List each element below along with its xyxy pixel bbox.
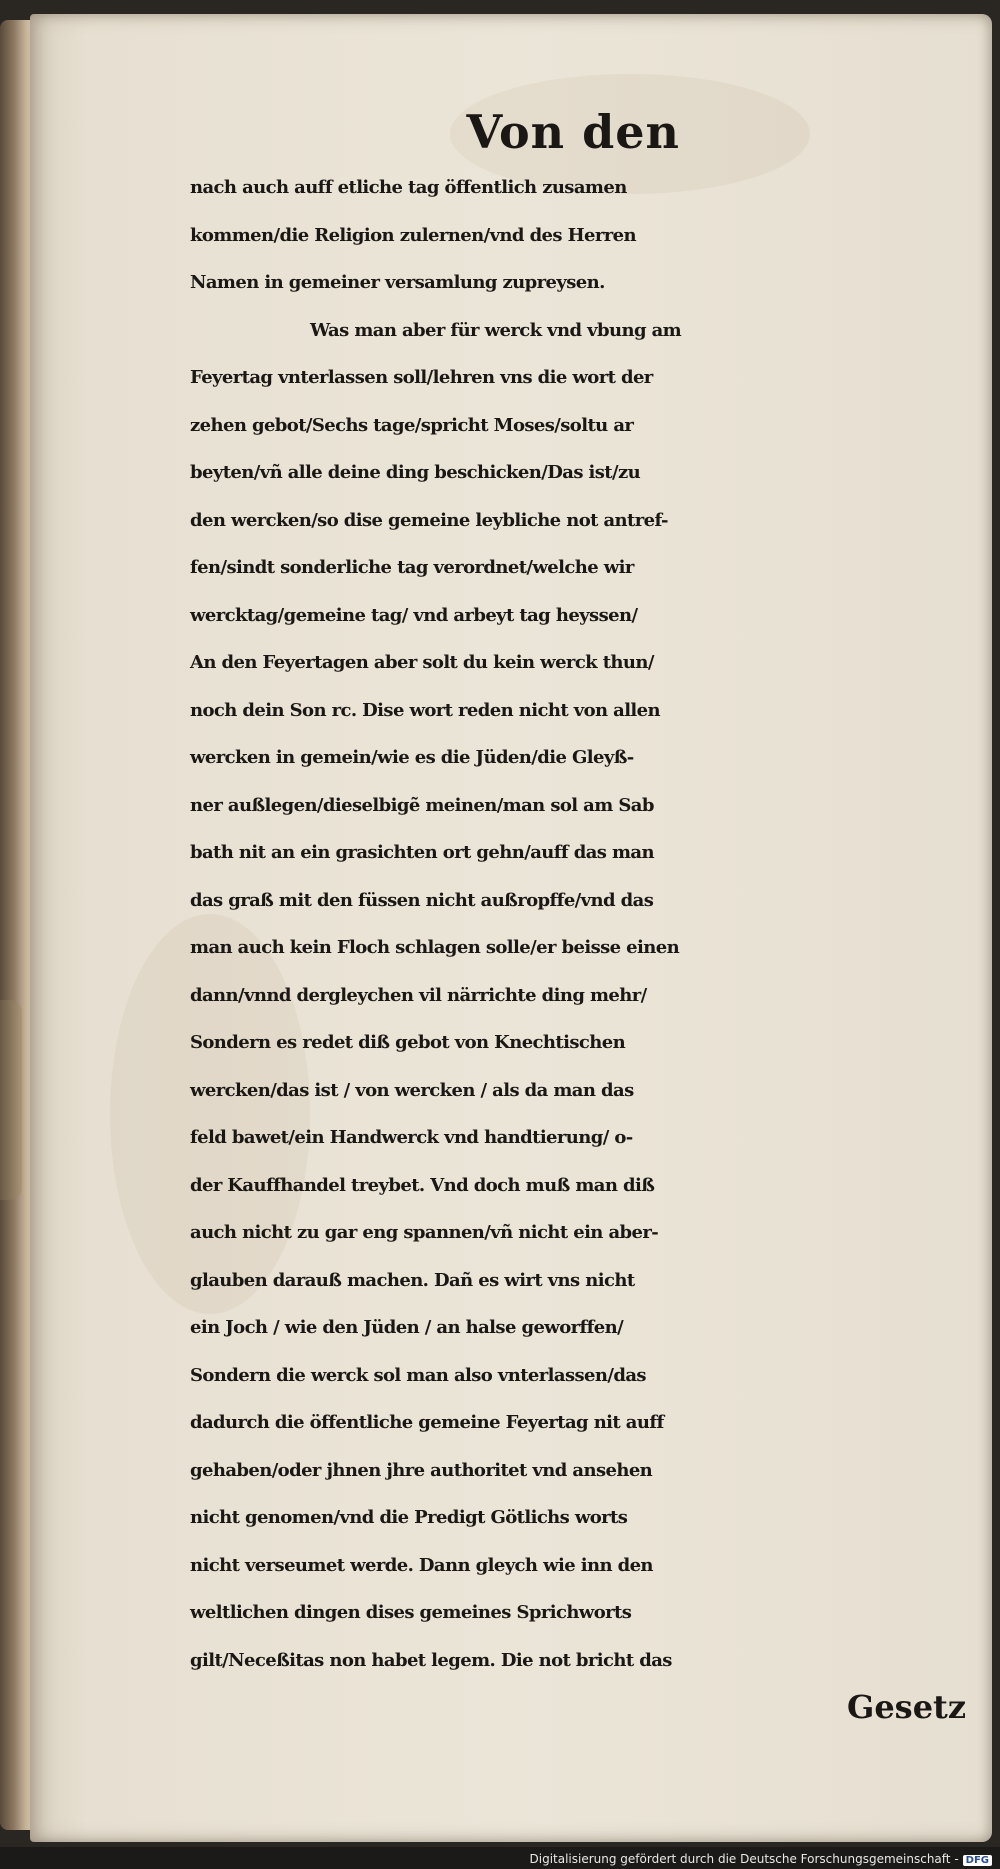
text-line: feld bawet/ein Handwerck vnd handtierung/ o- (190, 1127, 633, 1148)
text-line: gehaben/oder jhnen jhre authoritet vnd ansehen (190, 1459, 653, 1481)
text-line: der Kauffhandel treybet. Vnd doch muß man diß (190, 1174, 655, 1196)
text-line: ein Joch / wie den Jüden / an halse geworffen/ (190, 1317, 624, 1338)
text-line: bath nit an ein grasichten ort gehn/auff das man (190, 842, 654, 863)
text-line: nicht genomen/vnd die Predigt Götlichs worts (190, 1507, 628, 1528)
text-line: auch nicht zu gar eng spannen/vñ nicht ein aber- (190, 1222, 659, 1243)
catchword: Gesetz (846, 1688, 966, 1726)
footer-credit-text: Digitalisierung gefördert durch die Deutsche Forschungsgemeinschaft - (529, 1852, 959, 1866)
text-line: gilt/Neceßitas non habet legem. Die not bricht das (190, 1649, 672, 1671)
footer-credit (530, 1852, 993, 1866)
footer-bar (0, 1847, 1000, 1869)
text-line: dadurch die öffentliche gemeine Feyertag nit auff (190, 1412, 664, 1433)
text-line: beyten/vñ alle deine ding beschicken/Das ist/zu (190, 462, 641, 483)
text-line: zehen gebot/Sechs tage/spricht Moses/soltu ar (190, 414, 634, 436)
text-line: fen/sindt sonderliche tag verordnet/welche wir (190, 557, 634, 578)
text-line: kommen/die Religion zulernen/vnd des Herren (190, 224, 636, 246)
book-clasp (0, 1000, 22, 1200)
text-line: ner außlegen/dieselbigẽ meinen/man sol am Sab (190, 794, 654, 816)
text-line: Sondern es redet diß gebot von Knechtischen (190, 1032, 626, 1053)
text-line: wercktag/gemeine tag/ vnd arbeyt tag heyssen/ (190, 604, 638, 626)
text-line: Sondern die werck sol man also vnterlassen/das (190, 1364, 646, 1386)
text-lines (190, 164, 970, 1684)
text-line: glauben darauß machen. Dañ es wirt vns nicht (190, 1269, 635, 1291)
text-line: noch dein Son rc. Dise wort reden nicht von allen (190, 699, 661, 721)
text-line: das graß mit den füssen nicht außropffe/vnd das (190, 889, 654, 911)
text-line: wercken in gemein/wie es die Jüden/die Gleyß- (190, 747, 634, 768)
text-line: dann/vnnd dergleychen vil närrichte ding mehr/ (190, 984, 647, 1006)
text-line: man auch kein Floch schlagen solle/er beisse einen (190, 937, 680, 958)
text-line: Was man aber für werck vnd vbung am (310, 319, 682, 341)
text-line: wercken/das ist / von wercken / als da man das (190, 1079, 634, 1101)
running-head: Von den (466, 105, 680, 159)
text-line: nach auch auff etliche tag öffentlich zusamen (190, 177, 627, 198)
text-line: weltlichen dingen dises gemeines Sprichworts (190, 1602, 632, 1623)
text-line: Namen in gemeiner versamlung zupreysen. (190, 272, 605, 293)
text-block (190, 100, 970, 1731)
dfg-logo-badge: DFG (963, 1855, 992, 1866)
text-line: den wercken/so dise gemeine leybliche not antref- (190, 509, 668, 531)
text-line: Feyertag vnterlassen soll/lehren vns die wort der (190, 367, 653, 388)
text-line: An den Feyertagen aber solt du kein werck thun/ (190, 652, 654, 673)
text-line: nicht verseumet werde. Dann gleych wie inn den (190, 1554, 653, 1576)
